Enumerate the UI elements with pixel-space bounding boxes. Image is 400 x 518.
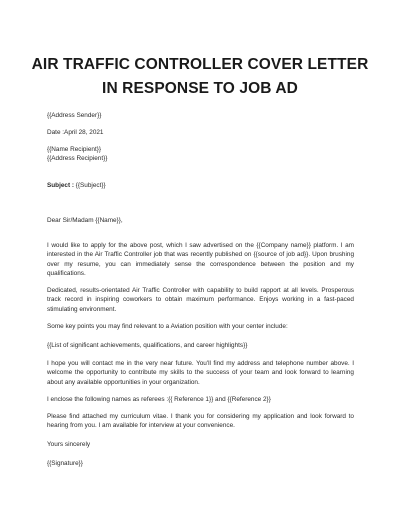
name-recipient: {{Name Recipient}} xyxy=(47,146,102,153)
subject-line xyxy=(47,181,354,190)
paragraph-contact: I hope you will contact me in the very near future. You'll find my address and telephone number above. I welcome the opportunity to contribute my skills to the success of your team and look forward to learning about any available opportunities in your organization. xyxy=(47,360,354,386)
subject-label: Subject : xyxy=(47,182,74,189)
paragraph-references: I enclose the following names as referees :{{ Reference 1}} and {{Reference 2}} xyxy=(47,396,271,403)
paragraph-achievements: {{List of significant achievements, qualifications, and career highlights}} xyxy=(47,342,248,349)
paragraph-attachment: Please find attached my curriculum vitae. I thank you for considering my application and look forward to hearing from you. I am available for interview at your convenience. xyxy=(47,413,354,430)
document-title-line-1: AIR TRAFFIC CONTROLLER COVER LETTER xyxy=(31,56,369,73)
document-title-line-2: IN RESPONSE TO JOB AD xyxy=(102,80,298,97)
paragraph-key-points: Some key points you may find relevant to a Aviation position with your center include: xyxy=(47,323,288,330)
address-recipient: {{Address Recipient}} xyxy=(47,155,108,162)
paragraph-profile: Dedicated, results-orientated Air Traffic Controller with capability to build rapport at all levels. Prosperous track record in inspiring coworkers to obtain maximum performance. Enjoys working in a fast-paced stimulating environment. xyxy=(47,287,354,313)
subject-value: {{Subject}} xyxy=(74,182,106,189)
signature-placeholder: {{Signature}} xyxy=(47,460,83,467)
paragraph-intro: I would like to apply for the above post, which I saw advertised on the {{Company name}} platform. I am interested in the Air Traffic Controller job that was recently published on {{source of job ad}}. Upon brushing over my resume, you can immediately sense the correspondence between the position and my qualifications. xyxy=(47,242,354,277)
date-line: Date :April 28, 2021 xyxy=(47,129,104,136)
address-sender: {{Address Sender}} xyxy=(47,112,102,119)
closing: Yours sincerely xyxy=(47,441,91,448)
salutation: Dear Sir/Madam {{Name}}, xyxy=(47,217,123,224)
